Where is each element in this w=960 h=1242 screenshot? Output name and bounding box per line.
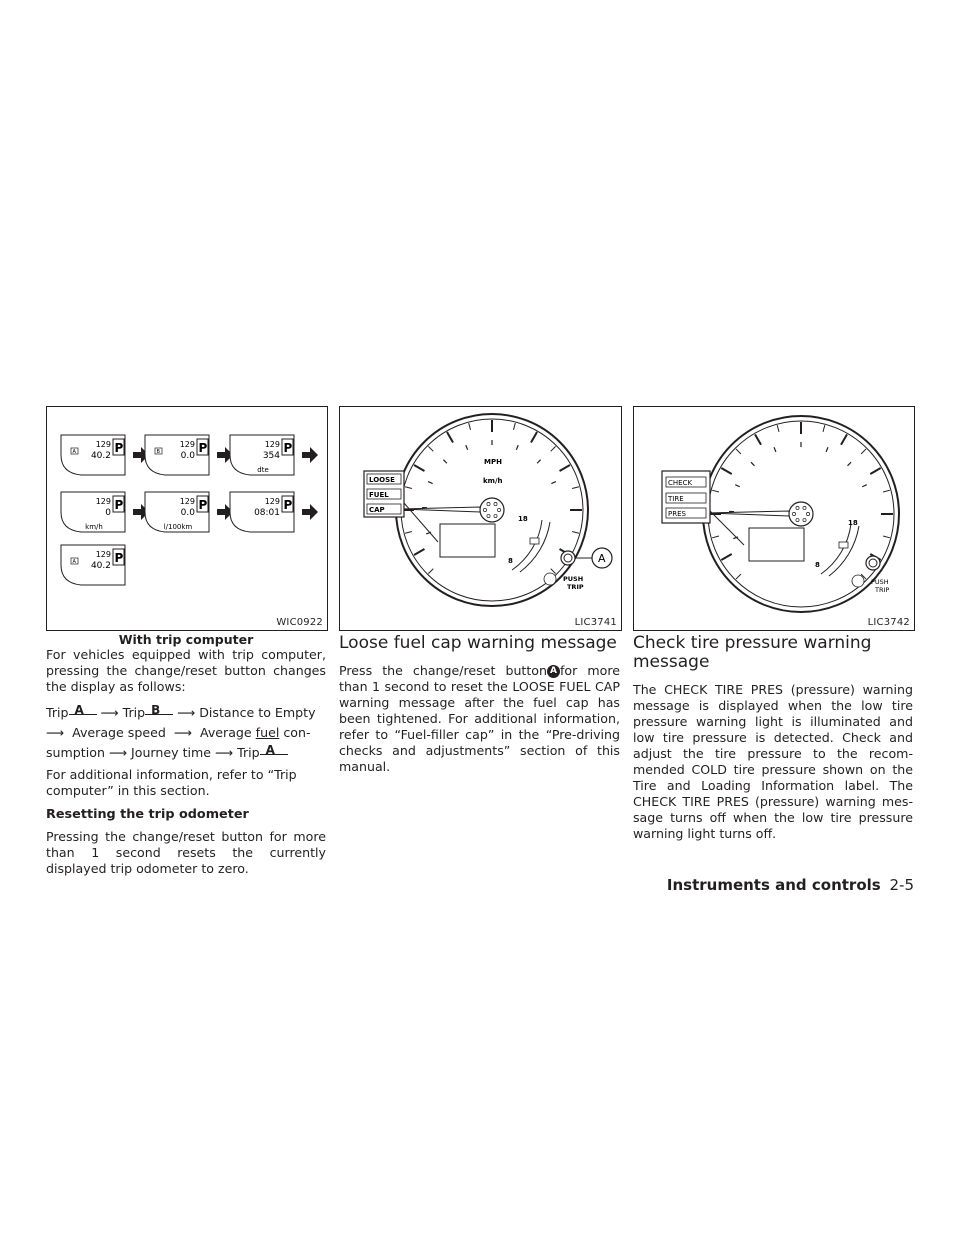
fuel-high-label: 18 <box>518 515 528 523</box>
fuel-low-label: 8 <box>508 557 513 565</box>
trip-display-panel <box>230 435 318 475</box>
push-label: PUSH <box>871 578 889 586</box>
unit-label: l/100km <box>163 523 193 531</box>
next-arrow-icon <box>302 447 318 463</box>
next-arrow-icon <box>302 504 318 520</box>
column-tire-pressure <box>633 634 913 850</box>
trip-label: TRIP <box>875 586 890 594</box>
page-footer <box>667 876 914 894</box>
fuel-low-label: 8 <box>815 561 820 569</box>
callout-a-icon: A <box>547 665 560 678</box>
unit-label: km/h <box>85 523 103 531</box>
kmh-label: km/h <box>483 477 503 485</box>
gear-indicator: P <box>198 441 208 455</box>
mph-label: MPH <box>484 458 502 466</box>
pres-label: PRES <box>668 510 686 518</box>
fuel-high-label: 18 <box>848 519 858 527</box>
speedometer-gauge <box>396 414 588 606</box>
gear-indicator: P <box>283 441 293 455</box>
trip-display-panel <box>61 435 149 475</box>
trip-tag: B <box>156 449 160 455</box>
check-label: CHECK <box>668 479 693 487</box>
gear-indicator: P <box>114 551 124 565</box>
trip-display-panel <box>61 492 149 532</box>
tire-pressure-figure <box>633 406 915 631</box>
odometer-value: 129 <box>264 440 280 449</box>
trip-computer-illustration <box>47 407 327 630</box>
figure-caption: With trip computer <box>118 632 254 647</box>
trip-display-panel <box>145 435 233 475</box>
speedometer-gauge <box>703 416 899 612</box>
odometer-value: 129 <box>179 497 195 506</box>
push-label: PUSH <box>563 575 584 583</box>
trip-a-badge: A <box>260 743 288 757</box>
display-sequence: Trip A ⟶ Trip B ⟶ Distance to Empty ⟶ Average speed ⟶ Average fuel con- sumption ⟶ Journey time ⟶ Trip A <box>46 703 316 760</box>
gear-indicator: P <box>114 498 124 512</box>
trip-value: 08:01 <box>254 508 280 518</box>
heading-fuel-cap: Loose fuel cap warning message <box>339 633 617 653</box>
cap-label: CAP <box>369 506 385 514</box>
trip-icon <box>852 575 864 587</box>
loose-label: LOOSE <box>369 476 395 484</box>
trip-value: 0 <box>105 508 111 518</box>
paragraph-reference: For additional information, refer to “Trip computer” in this section. <box>46 767 297 798</box>
trip-value: 0.0 <box>180 508 195 518</box>
fuel-label: FUEL <box>369 491 389 499</box>
trip-value: 0.0 <box>180 451 195 461</box>
trip-value: 354 <box>262 451 280 461</box>
trip-label: TRIP <box>567 583 584 591</box>
page-number: 2-5 <box>889 876 914 894</box>
trip-display-panel <box>145 492 233 532</box>
trip-tag: A <box>72 559 76 565</box>
odometer-value: 129 <box>179 440 195 449</box>
fuel-cap-gauge-illustration <box>340 407 621 630</box>
column-trip-computer <box>46 647 326 885</box>
odometer-value: 129 <box>95 550 111 559</box>
heading-tire-pressure: Check tire pressure warning message <box>633 633 872 672</box>
gear-indicator: P <box>114 441 124 455</box>
paragraph-reset: Pressing the change/reset button for more than 1 second resets the currently displayed trip odometer to zero. <box>46 829 326 876</box>
figure-code: LIC3741 <box>574 617 617 628</box>
gear-indicator: P <box>198 498 208 512</box>
reset-button-callout <box>561 548 612 568</box>
callout-letter: A <box>598 552 606 565</box>
unit-label: dte <box>257 466 269 474</box>
figure-code: LIC3742 <box>867 617 910 628</box>
trip-a-badge: A <box>69 703 97 717</box>
paragraph-fuel-cap: Press the change/reset button A for more than 1 second to reset the LOOSE FUEL CAP warning message after the fuel cap has been tightened. For additional information, refer to “Fuel-filler cap” in the “Pre-driving checks and adjustments” section of this manual. <box>339 663 620 774</box>
fuel-cap-figure <box>339 406 622 631</box>
tire-pressure-gauge-illustration <box>634 407 914 630</box>
trip-b-badge: B <box>145 703 173 717</box>
trip-icon <box>544 573 556 585</box>
odometer-value: 129 <box>95 497 111 506</box>
column-fuel-cap <box>339 634 620 783</box>
subheading-reset: Resetting the trip odometer <box>46 807 249 822</box>
odometer-value: 129 <box>264 497 280 506</box>
paragraph-intro: For vehicles equipped with trip computer, pressing the change/reset button changes the display as follows: <box>46 647 326 694</box>
trip-value: 40.2 <box>90 451 111 461</box>
figure-code: WIC0922 <box>276 617 323 628</box>
trip-display-panel <box>61 545 125 585</box>
tire-label: TIRE <box>668 495 684 503</box>
trip-display-panel <box>230 492 318 532</box>
trip-value: 40.2 <box>90 561 111 571</box>
trip-tag: A <box>72 449 76 455</box>
odometer-value: 129 <box>95 440 111 449</box>
paragraph-tire-pressure: The CHECK TIRE PRES (pressure) warning message is displayed when the low tire pressure warning light is illuminated and low tire pressure is detected. Check and adjust the tire pressure to the recom-mended COLD tire pressure shown on the Tire and Loading Information label. The CHECK TIRE PRES (pressure) warning mes-sage turns off when the low tire pressure warning light turns off. <box>633 682 913 841</box>
trip-computer-figure <box>46 406 328 631</box>
section-title: Instruments and controls <box>666 876 881 894</box>
gear-indicator: P <box>283 498 293 512</box>
